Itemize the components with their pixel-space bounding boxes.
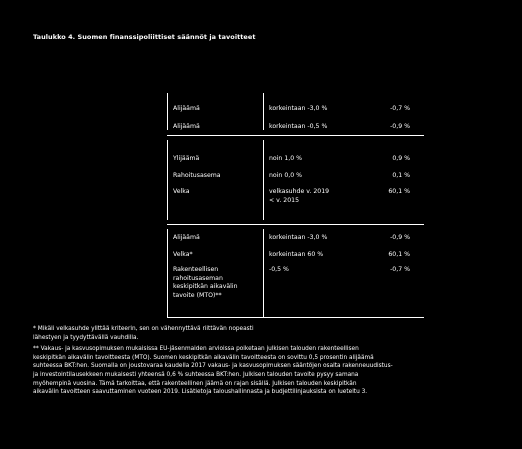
section-3-left-border	[167, 229, 168, 317]
row-criterion: korkeintaan -3,0 %	[269, 234, 328, 241]
rules-table	[167, 93, 424, 319]
row-name: Rahoitusasema	[173, 172, 221, 179]
section-3-bottom-border	[167, 317, 424, 318]
section-2-column-divider	[263, 140, 264, 220]
row-value: -0,9 %	[390, 123, 410, 130]
section-2-left-border	[167, 140, 168, 220]
row-value: -0,7 %	[390, 266, 410, 273]
row-criterion: korkeintaan -0,5 %	[269, 123, 328, 130]
row-name: Velka	[173, 188, 190, 195]
row-value: 60,1 %	[388, 251, 410, 258]
section-2-bottom-border	[167, 224, 424, 225]
row-name: Alijäämä	[173, 105, 200, 112]
row-name: Ylijäämä	[173, 155, 200, 162]
row-value: 0,1 %	[392, 172, 410, 179]
row-criterion: korkeintaan 60 %	[269, 251, 324, 258]
section-1-column-divider	[263, 93, 264, 130]
row-name: Rakenteellisen rahoitusaseman keskipitkän aikavälin tavoite (MTO)**	[173, 266, 238, 299]
table-title: Taulukko 4. Suomen finanssipoliittiset säännöt ja tavoitteet	[33, 33, 256, 41]
row-name: Alijäämä	[173, 234, 200, 241]
row-criterion: velkasuhde v. 2019 < v. 2015	[269, 188, 330, 204]
row-value: -0,9 %	[390, 234, 410, 241]
row-criterion: korkeintaan -3,0 %	[269, 105, 328, 112]
row-criterion: -0,5 %	[269, 266, 289, 273]
section-1-left-border	[167, 93, 168, 130]
footnotes	[33, 325, 493, 400]
row-name: Alijäämä	[173, 123, 200, 130]
row-criterion: noin 1,0 %	[269, 155, 303, 162]
row-name: Velka*	[173, 251, 193, 258]
row-value: 60,1 %	[388, 188, 410, 195]
section-3-column-divider	[263, 229, 264, 317]
footnote-2: ** Vakaus- ja kasvusopimuksen mukaisissa EU-jäsenmaiden arvioissa poiketaan julkisen talouden rakenteellisen keskipitkän aikavälin tavoitteesta (MTO). Suomen keskipitkän aikavälin tavoitteesta on sovittu 0,5 prosentin alijäämä suhteessa BKT:hen. Suomalla on joustovaraa kaudella 2017 vakaus- ja kasvusopimuksen sääntöjen osalta rakenneuudistus- ja investointilausekkeen mukaisesti yhteensä 0,6 % suhteessa BKT:hen. Julkisen talouden tavoite pysyy samana myöhempinä vuosina. Tämä tarkoittaa, että rakenteellinen jäämä on rajan sisällä. Julkisen talouden keskipitkän aikavälin tavoitteen saavuttaminen vuoteen 2019. Lisätietoja taloushallinnasta ja budjettilinjauksista on lueteltu 3.	[33, 346, 393, 396]
section-1-bottom-border	[167, 135, 424, 136]
row-value: -0,7 %	[390, 105, 410, 112]
footnote-1: * Mikäli velkasuhde ylittää kriteerin, sen on vähennyttävä riittävän nopeasti lähestyen ja tyydyttävällä vauhdilla.	[33, 326, 254, 341]
row-criterion: noin 0,0 %	[269, 172, 303, 179]
row-value: 0,9 %	[392, 155, 410, 162]
